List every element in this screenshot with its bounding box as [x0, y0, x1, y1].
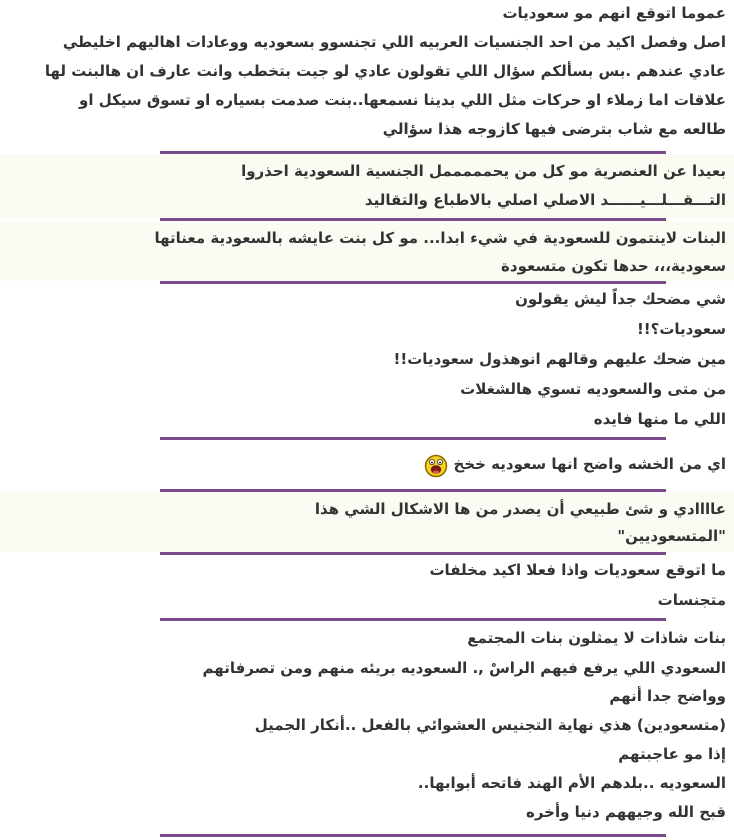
post-line: وواضح جدا أنهم	[609, 687, 726, 705]
post-line: عادي عندهم .بس بسألكم سؤال اللي تقولون عادي لو جيت بتخطب وانت عارف ان هالبنت لها	[44, 62, 726, 80]
post-5	[0, 440, 734, 488]
post-line: علاقات اما زملاء او حركات مثل اللي بدينا نسمعها..بنت صدمت بسياره او تسوق سيكل او	[79, 91, 726, 109]
post-text: اي من الخشه واضح انها سعوديه خخخ	[453, 455, 726, 473]
post-line: متجنسات	[657, 591, 726, 609]
post-line: (متسعودين) هذي نهاية التجنيس العشوائي بالفعل ..أنكار الجميل	[254, 716, 726, 734]
post-7	[0, 555, 734, 617]
laughing-face-icon	[426, 454, 448, 476]
post-line: من متى والسعوديه تسوي هالشغلات	[460, 380, 726, 398]
post-4	[0, 284, 734, 436]
post-8	[0, 621, 734, 831]
post-line: اصل وفصل اكيد من احد الجنسيات العربيه اللي تجنسوو بسعوديه ووعادات اهاليهم اخليطي	[62, 33, 726, 51]
post-line: بعيدا عن العنصرية مو كل من يحمممممل الجنسية السعودية احذروا	[241, 162, 726, 180]
post-2	[0, 154, 734, 218]
post-line: السعودي اللي يرفع فيهم الراسْ ,. السعوديه بريئه منهم ومن تصرفاتهم	[202, 659, 726, 677]
post-1	[0, 2, 734, 152]
post-divider	[160, 834, 666, 837]
post-line: سعوديات؟!!	[636, 320, 726, 338]
post-line: طالعه مع شاب بترضى فيها كازوجه هذا سؤالي	[382, 120, 726, 138]
post-line: "المتسعوديين"	[617, 527, 726, 545]
post-line	[0, 453, 726, 476]
post-line: سعودية،،، حدها تكون متسعودة	[501, 257, 726, 275]
post-line: إذا مو عاجبتهم	[618, 745, 726, 763]
post-line: قبح الله وجيههم دنيا وأخره	[525, 803, 726, 821]
post-line: ما اتوقع سعوديات واذا فعلا اكيد مخلفات	[429, 561, 726, 579]
post-line: عموما اتوقع انهم مو سعوديات	[502, 4, 726, 22]
post-line: بنات شاذات لا يمثلون بنات المجتمع	[467, 629, 726, 647]
post-line: السعوديه ..بلدهم الأم الهند فاتحه أبوابها..	[417, 774, 726, 792]
post-line: اللي ما منها فايده	[593, 410, 726, 428]
post-line: البنات لاينتمون للسعودية في شيء ابدا... مو كل بنت عايشه بالسعودية معناتها	[154, 229, 726, 247]
post-3	[0, 221, 734, 281]
post-line: التـــقـــلـــيــــــد الاصلي اصلي بالاطباع والتقاليد	[364, 191, 726, 209]
post-line: عاااادي و شئ طبيعي أن يصدر من ها الاشكال الشي هذا	[314, 500, 726, 518]
post-6	[0, 492, 734, 552]
post-line: مين ضحك عليهم وقالهم انوهذول سعوديات!!	[393, 350, 726, 368]
post-line: شي مضحك جداً ليش يقولون	[515, 290, 726, 308]
